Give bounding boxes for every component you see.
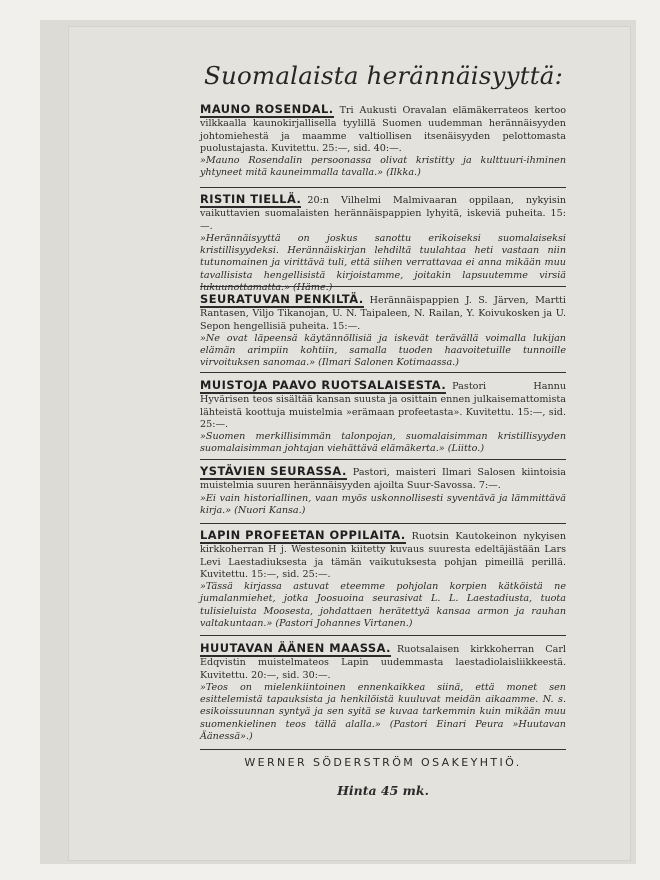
entry-description: Ruotsin Kautokeinon nykyisen kirkkoherran H j. Westesonin kiitetty kuvaus suuresta edeltäjästään Lars Levi Laestadiuksesta ja tämän vaikutuksesta pohjan pimeillä perillä. Kuvitettu. 15:—, sid. 25:—. [200, 531, 566, 580]
entry-body [200, 529, 566, 630]
entry-heading: MAUNO ROSENDAL. [200, 103, 334, 118]
entry-description: Tri Aukusti Oravalan elämäkerrateos kertoo vilkkaalla kaunokirjallisella tyylillä Suomen uudemman herännäisyyden johtomiehestä ja maamme valtiollisen itsenäisyyden pelottomasta puolustajasta. Kuvitettu. 25:—, sid. 40:—. [200, 105, 566, 154]
divider [200, 459, 566, 460]
entry-quote: »Ei vain historiallinen, vaan myös uskonnollisesti syventävä ja lämmittävä kirja.» (Nuori Kansa.) [200, 492, 566, 516]
entry-description: Pastori Hannu Hyvärisen teos sisältää kansan suusta ja osittain ennen julkaisemattomista lähteistä koottuja muistelmia »erämaan profeetasta». Kuvitettu. 15:—, sid. 25:—. [200, 381, 566, 430]
book-entry-huutavan-aanen [200, 642, 566, 743]
entry-quote: »Tässä kirjassa astuvat eteemme pohjolan korpien kätköistä ne jumalanmiehet, jotka Joosuoina seurasivat L. L. Laestadiusta, tuota tulisieluista Moosesta, johdattaen herätettyä kansaa armon ja rauhan valtakuntaan.» (Pastori Johannes Virtanen.) [200, 581, 566, 630]
book-entry-lapin-profeetan [200, 529, 566, 630]
book-entry-ristin-tiella [200, 193, 566, 294]
divider [200, 286, 566, 287]
page-title: Suomalaista herännäisyyttä: [204, 61, 564, 90]
book-entry-seuratuvan-penkilta [200, 293, 566, 370]
entry-heading: YSTÄVIEN SEURASSA. [200, 465, 347, 480]
entry-body [200, 293, 566, 370]
entry-heading: HUUTAVAN ÄÄNEN MAASSA. [200, 642, 391, 657]
entry-body [200, 193, 566, 294]
entry-body [200, 642, 566, 743]
entry-heading: MUISTOJA PAAVO RUOTSALAISESTA. [200, 379, 446, 394]
entry-body [200, 103, 566, 180]
price: Hinta 45 mk. [337, 783, 429, 798]
divider [200, 523, 566, 524]
divider [200, 749, 566, 750]
entry-body [200, 465, 566, 517]
book-entry-paavo-ruotsalainen [200, 379, 566, 456]
entry-description: Pastori, maisteri Ilmari Salosen kiintoisia muistelmia suuren herännäisyyden ajoilta Suur-Savossa. 7:—. [200, 467, 566, 492]
divider [200, 187, 566, 188]
entry-heading: SEURATUVAN PENKILTÄ. [200, 293, 364, 308]
entry-quote: »Teos on mielenkiintoinen ennenkaikkea siinä, että monet sen esittelemistä tapauksista ja henkilöistä kuuluvat meidän aikaamme. N. s. esikoissuunnan syntyä ja sen syitä se kuvaa tarkemmin kuin mikään muu suomenkielinen teos tällä alalla.» (Pastori Einari Peura »Huutavan Äänessä».) [200, 681, 566, 743]
entry-description: Ruotsalaisen kirkkoherran Carl Edqvistin muistelmateos Lapin uudemmasta laestadiolaisliikkeestä. Kuvitettu. 20:—, sid. 30:—. [200, 644, 566, 681]
entry-quote: »Ne ovat läpeensä käytännöllisiä ja iskevät terävällä voimalla lukijan elämän arimpiin kohtiin, samalla tuoden haavoitetuille tunnoille virvoituksen sanomaa.» (Ilmari Salonen Kotimaassa.) [200, 332, 566, 369]
divider [200, 635, 566, 636]
entry-quote: »Suomen merkillisimmän talonpojan, suomalaisimman kristillisyyden suomalaisimman johtajan viehättävä elämäkerta.» (Liitto.) [200, 431, 566, 455]
entry-heading: RISTIN TIELLÄ. [200, 193, 301, 208]
entry-description: Herännäispappien J. S. Järven, Martti Rantasen, Viljo Tikanojan, U. N. Taipaleen, N. Railan, Y. Koivukosken ja U. Sepon hengellisiä puheita. 15:—. [200, 295, 566, 332]
book-entry-rosendal [200, 103, 566, 180]
divider [200, 372, 566, 373]
entry-heading: LAPIN PROFEETAN OPPILAITA. [200, 529, 406, 544]
entry-body [200, 379, 566, 456]
book-entry-ystavien-seurassa [200, 465, 566, 517]
publisher-name: WERNER SÖDERSTRÖM OSAKEYHTIÖ. [244, 756, 522, 769]
entry-quote: »Mauno Rosendalin persoonassa olivat kristitty ja kulttuuri-ihminen yhtyneet mitä kauneimmalla tavalla.» (Ilkka.) [200, 155, 566, 179]
entry-quote: »Herännäisyyttä on joskus sanottu erikoiseksi suomalaiseksi kristillisyydeksi. Herännäiskirjan lehdiltä tuulahtaa heti vastaan niin tutunomainen ja virittävä tuli, että siihen verrattavaa ei anna mikään muu tavallisista hengellisistä kirjoistamme, joitakin lapsuutemme virsiä lukuunottamatta.» (Häme.) [200, 232, 566, 294]
entry-description: 20:n Vilhelmi Malmivaaran oppilaan, nykyisin vaikuttavien suomalaisten herännäispappien lyhyitä, iskeviä puheita. 15:—. [200, 195, 566, 232]
